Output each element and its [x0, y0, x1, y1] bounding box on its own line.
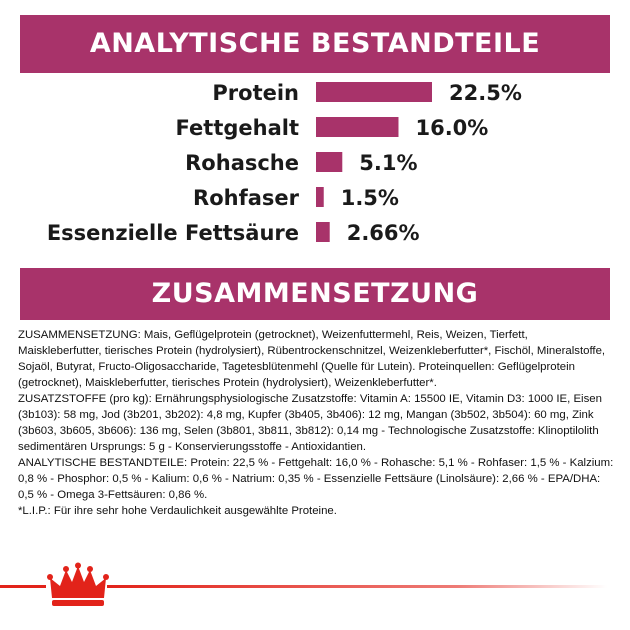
- category-label: Fettgehalt: [175, 116, 299, 140]
- analysis-heading: ANALYTISCHE BESTANDTEILE: [20, 15, 610, 73]
- category-labels: [47, 81, 300, 245]
- bar: [316, 82, 432, 102]
- bar: [316, 152, 342, 172]
- category-label: Rohfaser: [193, 186, 299, 210]
- crown-icon: [47, 563, 109, 607]
- category-label: Protein: [212, 81, 299, 105]
- composition-text: [18, 327, 614, 519]
- value-labels: [341, 81, 522, 245]
- value-label: 16.0%: [415, 116, 489, 140]
- value-label: 22.5%: [449, 81, 522, 105]
- footer-line-left: [0, 585, 46, 588]
- bar: [316, 222, 330, 242]
- category-label: Essenzielle Fettsäure: [46, 221, 299, 245]
- value-label: 5.1%: [359, 151, 418, 175]
- value-label: 2.66%: [346, 221, 420, 245]
- category-label: Rohasche: [185, 151, 299, 175]
- footer-line-right: [107, 585, 607, 588]
- lip-footnote: *L.I.P.: Für ihre sehr hohe Verdaulichkeit ausgewählte Proteine.: [18, 505, 337, 517]
- value-label: 1.5%: [340, 186, 399, 210]
- bar: [316, 117, 398, 137]
- composition-heading: ZUSAMMENSETZUNG: [20, 268, 610, 320]
- additives-paragraph: ZUSATZSTOFFE (pro kg): Ernährungsphysiologische Zusatzstoffe: Vitamin A: 15500 IE, Vitamin D3: 1000 IE, Eisen (3b103): 58 mg, Jod (3b201, 3b202): 4,8 mg, Kupfer (3b405, 3b406): 12 mg, Mangan (3b502, 3b504): 60 mg, Zink (3b603, 3b605, 3b606): 136 mg, Selen (3b801, 3b811, 3b812): 0,14 mg - Technologische Zusatzstoffe: Klinoptilolith sedimentären Ursprungs: 5 g - Konservierungsstoffe - Antioxidantien.: [18, 393, 602, 453]
- bar: [316, 187, 324, 207]
- composition-paragraph: ZUSAMMENSETZUNG: Mais, Geflügelprotein (getrocknet), Weizenfuttermehl, Reis, Weizen, Tierfett, Maiskleberfutter, tierisches Protein (hydrolysiert), Rübentrockenschnitzel, Weizenkleberfutter*, Fischöl, Mineralstoffe, Sojaöl, Butyrat, Fructo-Oligosaccharide, Tagetesblütenmehl (Quelle für Lutein). Proteinquellen: Geflügelprotein (getrocknet), Maiskleberfutter, tierisches Protein (hydrolysiert), Weizenkleberfutter*.: [18, 329, 606, 389]
- brand-footer: [0, 560, 630, 630]
- analysis-paragraph: ANALYTISCHE BESTANDTEILE: Protein: 22,5 % - Fettgehalt: 16,0 % - Rohasche: 5,1 % - Rohfaser: 1,5 % - Kalzium: 0,8 % - Phosphor: 0,5 % - Kalium: 0,6 % - Natrium: 0,35 % - Essenzielle Fettsäure (Linolsäure): 2,66 % - EPA/DHA: 0,5 % - Omega 3-Fettsäuren: 0,86 %.: [18, 457, 614, 501]
- nutrient-bar-chart: [0, 72, 630, 262]
